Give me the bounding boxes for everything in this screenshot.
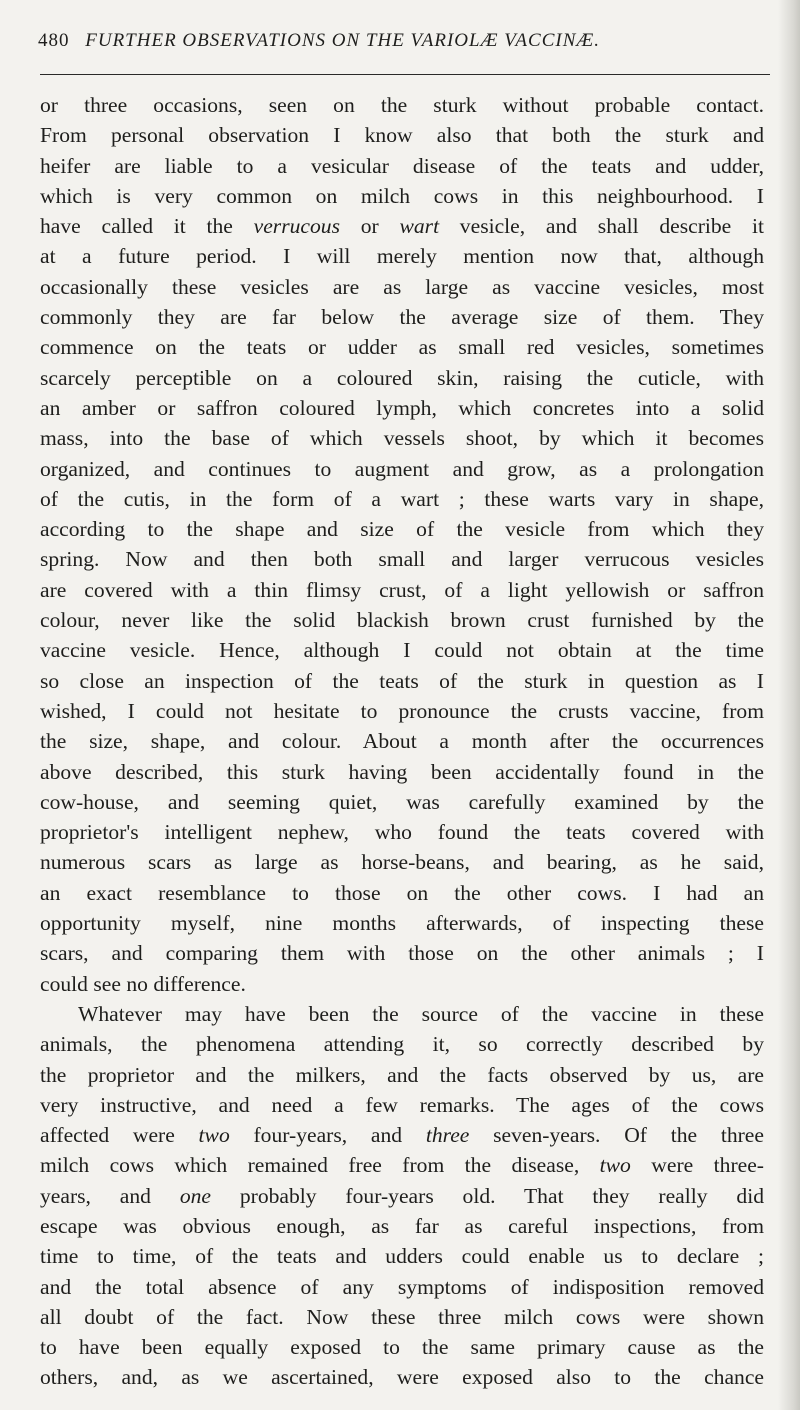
text-segment: colour, never like the solid blackish brown crust furnished by the [40,608,764,633]
text-segment: vaccine vesicle. Hence, although I could not obtain at the time [40,638,764,663]
text-segment: From personal observation I know also that both the sturk and [40,123,764,148]
text-segment: at a future period. I will merely mention now that, although [40,244,764,269]
text-segment: an exact resemblance to those on the other cows. I had an [40,880,764,905]
italic-text: three [425,1123,470,1148]
text-segment: proprietor's intelligent nephew, who found the teats covered with [40,820,764,845]
text-line [40,878,764,908]
text-line [40,605,764,635]
text-segment: escape was obvious enough, as far as careful inspections, from [40,1213,764,1238]
text-line [40,302,764,332]
text-line [40,544,764,574]
text-line [40,938,764,968]
text-line [40,393,764,423]
text-segment: of the cutis, in the form of a wart ; these warts vary in shape, [40,486,764,511]
text-segment: time to time, of the teats and udders could enable us to declare ; [40,1244,764,1269]
text-line [40,514,764,544]
text-segment: commence on the teats or udder as small red vesicles, sometimes [40,335,764,360]
text-segment: vesicle, and shall describe it [439,214,764,239]
text-segment: according to the shape and size of the vesicle from which they [40,517,764,542]
text-line [40,211,764,241]
text-line [40,151,764,181]
text-segment: affected were [40,1123,199,1148]
text-segment: or [340,214,400,239]
text-line [40,1181,764,1211]
text-segment: commonly they are far below the average size of them. They [40,305,764,330]
text-line [40,969,764,999]
text-line [40,1120,764,1150]
text-segment: so close an inspection of the teats of the sturk in question as I [40,668,764,693]
text-line [40,1090,764,1120]
text-line [40,484,764,514]
text-segment: milch cows which remained free from the disease, [40,1153,600,1178]
text-line [40,999,764,1029]
text-line [40,90,764,120]
italic-text: one [179,1183,211,1208]
text-segment: an amber or saffron coloured lymph, which concretes into a solid [40,395,764,420]
text-segment: cow-house, and seeming quiet, was carefully examined by the [40,789,764,814]
text-segment: have called it the [40,214,254,239]
text-line [40,454,764,484]
text-segment: and the total absence of any symptoms of indisposition removed [40,1274,764,1299]
text-line [40,817,764,847]
italic-text: verrucous [253,214,340,239]
text-segment: heifer are liable to a vesicular disease of the teats and udder, [40,153,764,178]
text-line [40,1362,764,1392]
text-segment: Whatever may have been the source of the vaccine in these [78,1001,764,1026]
text-line [40,1150,764,1180]
text-line [40,787,764,817]
text-line [40,1029,764,1059]
body-text [40,90,764,1393]
text-segment: scars, and comparing them with those on the other animals ; I [40,941,764,966]
text-segment: the proprietor and the milkers, and the facts observed by us, are [40,1062,764,1087]
text-segment: years, and [40,1183,180,1208]
text-segment: mass, into the base of which vessels shoot, by which it becomes [40,426,764,451]
text-segment: probably four-years old. That they really did [211,1183,764,1208]
text-line [40,1332,764,1362]
italic-text: two [198,1123,230,1148]
text-line [40,1060,764,1090]
text-segment: seven-years. Of the three [469,1123,764,1148]
italic-text: wart [399,214,440,239]
text-line [40,1302,764,1332]
text-segment: animals, the phenomena attending it, so correctly described by [40,1032,764,1057]
text-segment: are covered with a thin flimsy crust, of a light yellowish or saffron [40,577,764,602]
text-segment: others, and, as we ascertained, were exposed also to the chance [40,1365,764,1390]
text-line [40,1272,764,1302]
text-segment: organized, and continues to augment and grow, as a prolongation [40,456,764,481]
text-line [40,908,764,938]
text-line [40,726,764,756]
text-segment: spring. Now and then both small and larger verrucous vesicles [40,547,764,572]
italic-text: two [599,1153,631,1178]
running-head: FURTHER OBSERVATIONS ON THE VARIOLÆ VACCINÆ. [85,30,601,51]
page-number: 480 [38,30,70,51]
text-segment: wished, I could not hesitate to pronounce the crusts vaccine, from [40,698,764,723]
header-rule [40,74,770,75]
page-header [38,30,768,64]
text-segment: occasionally these vesicles are as large as vaccine vesicles, most [40,274,764,299]
text-line [40,847,764,877]
text-segment: numerous scars as large as horse-beans, and bearing, as he said, [40,850,764,875]
text-line [40,1241,764,1271]
text-line [40,120,764,150]
text-line [40,635,764,665]
text-segment: which is very common on milch cows in this neighbourhood. I [40,183,764,208]
text-line [40,696,764,726]
text-segment: were three- [630,1153,764,1178]
text-segment: all doubt of the fact. Now these three milch cows were shown [40,1304,764,1329]
text-line [40,757,764,787]
text-segment: above described, this sturk having been accidentally found in the [40,759,764,784]
page-edge-shadow [778,0,800,1410]
text-line [40,272,764,302]
text-segment: to have been equally exposed to the same primary cause as the [40,1335,764,1360]
text-segment: very instructive, and need a few remarks. The ages of the cows [40,1092,764,1117]
text-line [40,423,764,453]
text-line [40,332,764,362]
text-line [40,241,764,271]
text-segment: could see no difference. [40,971,246,996]
text-line [40,1211,764,1241]
text-line [40,575,764,605]
text-segment: four-years, and [229,1123,426,1148]
text-segment: scarcely perceptible on a coloured skin, raising the cuticle, with [40,365,764,390]
text-segment: the size, shape, and colour. About a month after the occurrences [40,729,764,754]
text-line [40,666,764,696]
text-line [40,181,764,211]
text-segment: or three occasions, seen on the sturk without probable contact. [40,93,764,117]
text-segment: opportunity myself, nine months afterwards, of inspecting these [40,911,764,936]
text-line [40,363,764,393]
